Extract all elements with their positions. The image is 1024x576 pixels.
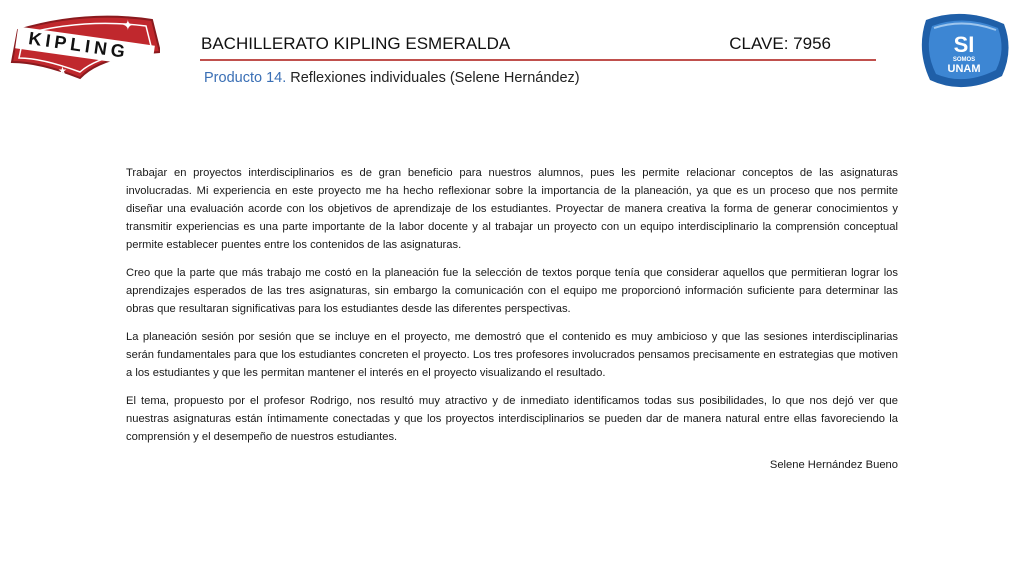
paragraph-3: La planeación sesión por sesión que se incluye en el proyecto, me demostró que el contenido es muy ambicioso y que las sesiones interdisciplinarias serán fundamentales para que los estudiantes concreten el proyecto. Los tres profesores involucrados pensamos precisamente en estrategias que motiven a los estudiantes y que les permitan mantener el interés en el proyecto visualizando el resultado. <box>126 331 898 379</box>
unam-logo-somos: SOMOS <box>952 57 976 63</box>
subtitle-prefix: Producto 14. <box>204 70 287 86</box>
kipling-logo <box>10 12 160 84</box>
document-body <box>126 164 898 484</box>
header-divider <box>200 59 876 61</box>
svg-text:★: ★ <box>58 66 67 77</box>
unam-logo-si: SI <box>953 32 975 57</box>
unam-logo <box>918 10 1012 92</box>
paragraph-1: Trabajar en proyectos interdisciplinarios es de gran beneficio para nuestros alumnos, pues les permite relacionar conceptos de las asignaturas involucradas. Mi experiencia en este proyecto me ha hecho reflexionar sobre la importancia de la planeación, ya que es un proceso que nos permite diseñar una evaluación acorde con los objetivos de aprendizaje de los estudiantes. Proyectar de manera creativa la forma de generar conocimientos y transmitir experiencias es una parte importante de la labor docente y al trabajar un proyecto con un equipo interdisciplinario la comprensión conceptual permite establecer puentes entre los contenidos de las asignaturas. <box>126 167 898 251</box>
paragraph-2: Creo que la parte que más trabajo me costó en la planeación fue la selección de textos porque tenía que considerar aquellos que permitieran lograr los aprendizajes esperados de las tres asignaturas, sin embargo la comunicación con el equipo me proporcionó información suficiente para determinar las obras que resultaran significativas para los estudiantes desde las diferentes perspectivas. <box>126 267 898 315</box>
subtitle-text: Reflexiones individuales (Selene Hernández) <box>290 70 580 86</box>
signature: Selene Hernández Bueno <box>769 459 898 471</box>
page-header <box>201 34 831 54</box>
page-subtitle <box>204 70 580 86</box>
school-name: BACHILLERATO KIPLING ESMERALDA <box>201 34 511 53</box>
school-clave: CLAVE: 7956 <box>729 34 831 53</box>
kipling-wordmark: KIPLING <box>27 28 131 63</box>
svg-text:✦: ✦ <box>122 18 134 34</box>
paragraph-4: El tema, propuesto por el profesor Rodrigo, nos resultó muy atractivo y de inmediato identificamos todas sus posibilidades, lo que nos dejó ver que nuestras asignaturas están íntimamente conectadas y que los proyectos interdisciplinarios se pueden dar de manera natural entre ellas favoreciendo la comprensión y el desempeño de nuestros estudiantes. <box>126 395 898 443</box>
unam-logo-unam: UNAM <box>947 63 981 75</box>
